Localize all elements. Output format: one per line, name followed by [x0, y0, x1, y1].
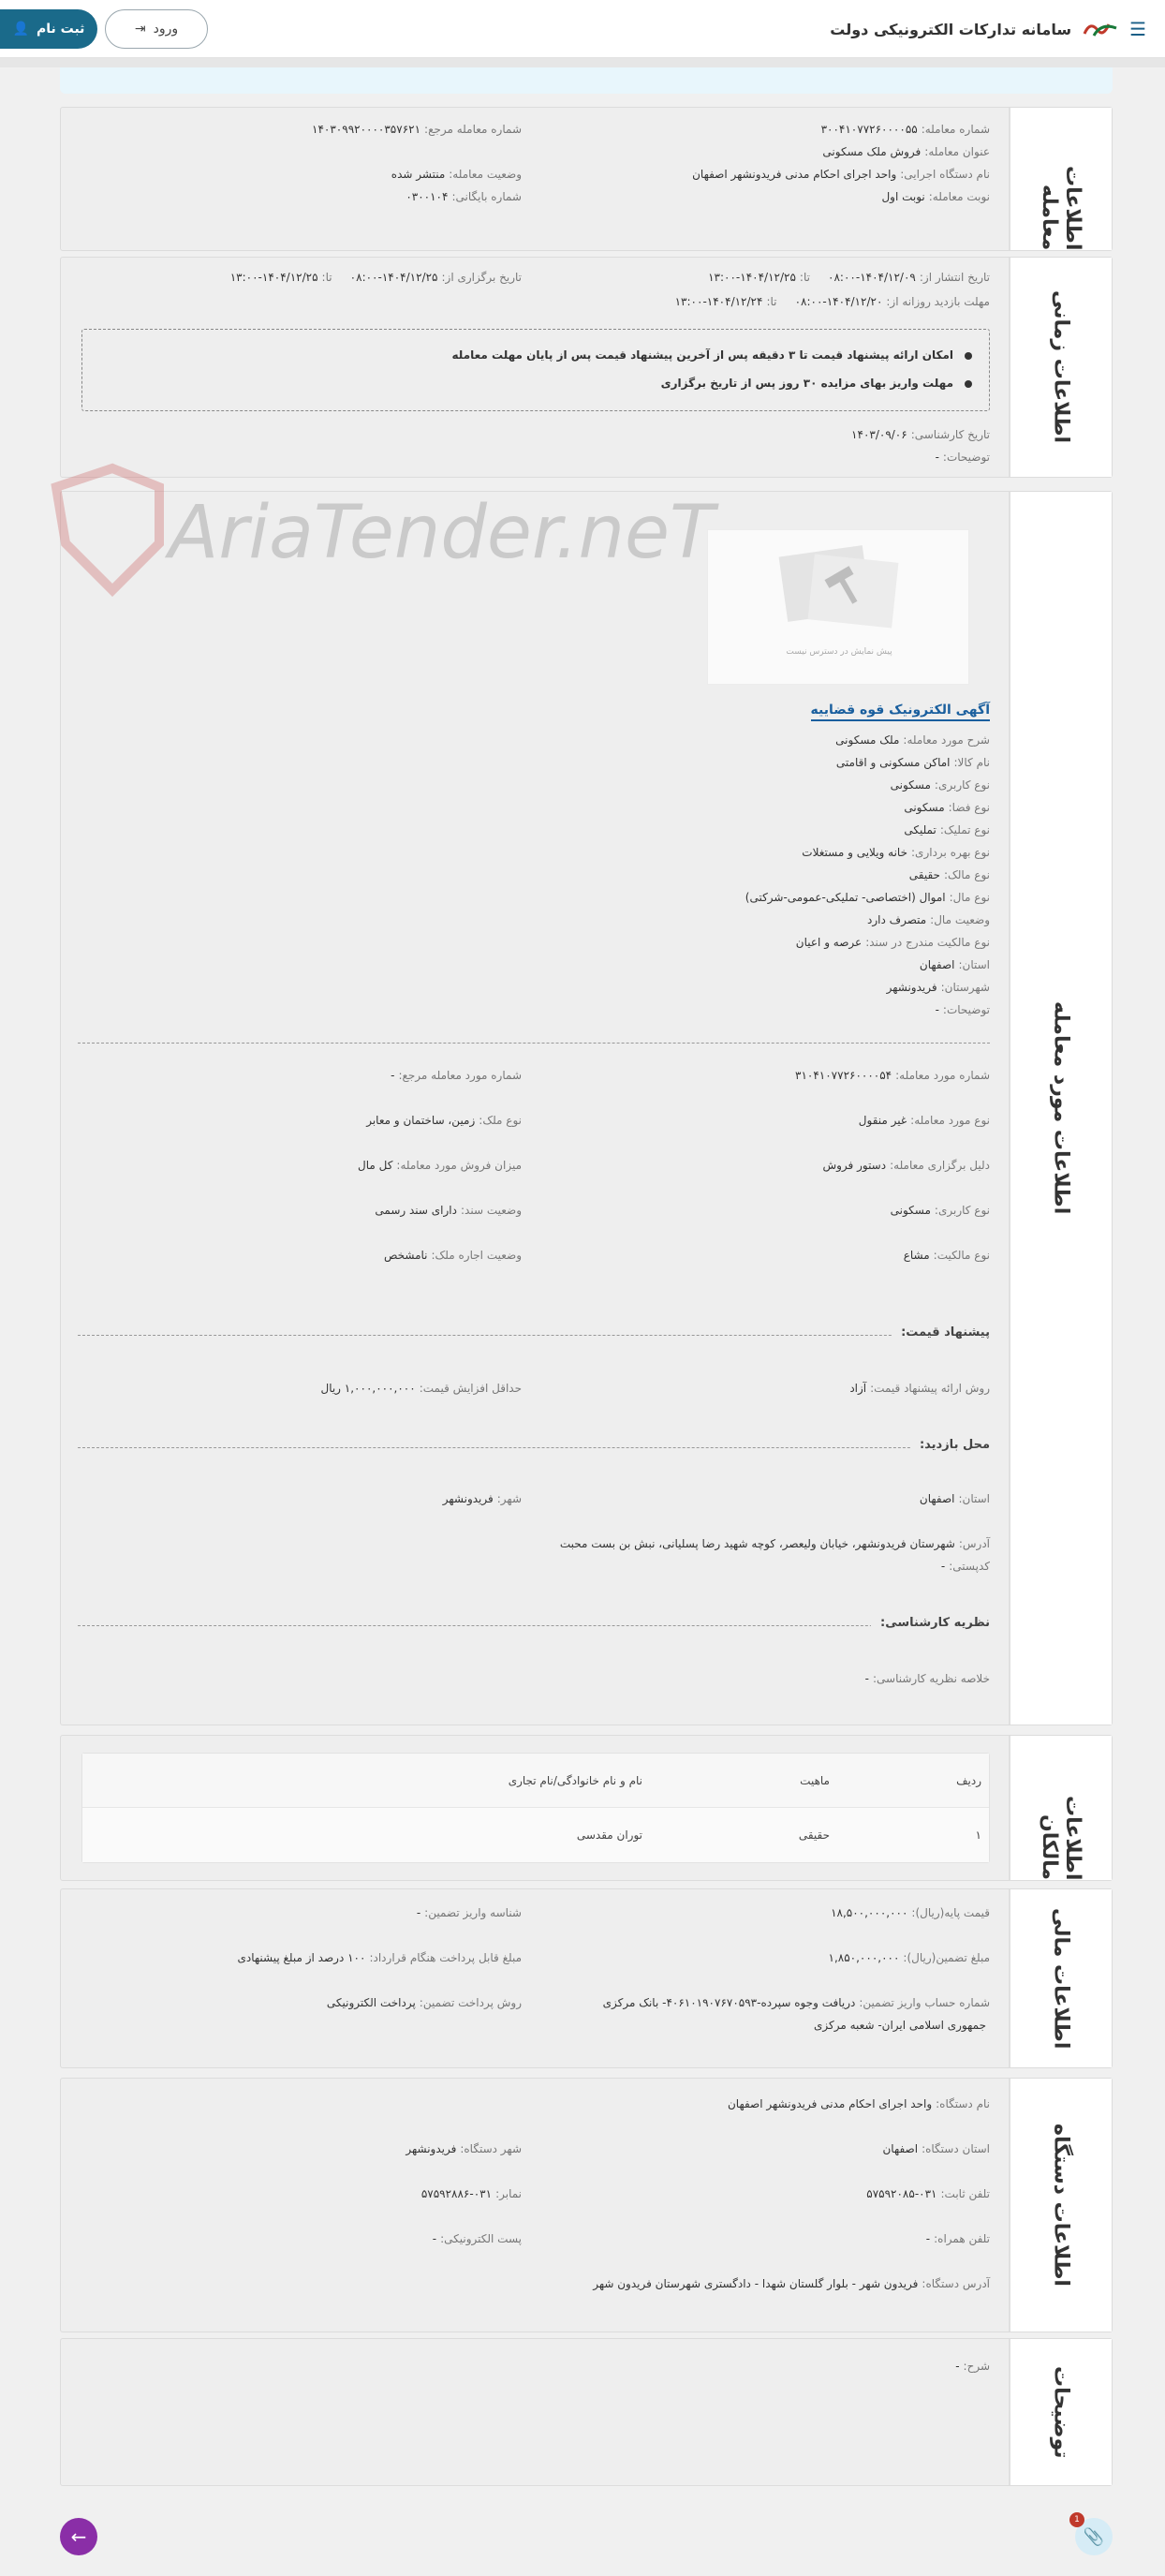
svg-text:AriaTender.neT: AriaTender.neT: [169, 491, 715, 575]
ad-title-link[interactable]: آگهی الکترونیک قوه قضاییه: [811, 703, 991, 721]
section-title: اطلاعات دستگاه: [1009, 2079, 1112, 2332]
cell-row: ۱: [975, 1828, 981, 1842]
site-title: سامانه تدارکات الکترونیکی دولت: [830, 20, 1072, 38]
svg-text:پیش نمایش در دسترس نیست: پیش نمایش در دسترس نیست: [786, 647, 892, 657]
col-nature: ماهیت: [800, 1774, 830, 1787]
item-info-section: [60, 491, 1113, 1725]
item-property: شهرستان:فریدونشهر: [886, 981, 990, 994]
visit-heading: محل بازدید:: [910, 1438, 990, 1452]
expert-date: تاریخ کارشناسی:۱۴۰۳/۰۹/۰۶: [851, 428, 990, 441]
item-property: وضعیت مال:متصرف دارد: [867, 913, 990, 926]
lease-status: وضعیت اجاره ملک:نامشخص: [383, 1249, 522, 1262]
deal-status: وضعیت معامله:منتشر شده: [391, 168, 522, 181]
expert-summary: خلاصه نظریه کارشناسی:-: [864, 1672, 990, 1685]
cell-name: توران مقدسی: [576, 1828, 642, 1842]
arrow-left-icon: ←: [70, 2525, 87, 2548]
account-number: شماره حساب واریز تضمین:دریافت وجوه سپرده-۴۰۶۱۰۱۹۰۷۶۷۰۵۹۳- بانک مرکزی: [602, 1996, 990, 2009]
price-heading: پیشنهاد قیمت:: [892, 1325, 990, 1340]
deal-turn: نوبت معامله:نوبت اول: [881, 190, 990, 203]
visit-province: استان:اصفهان: [919, 1492, 990, 1505]
archive-number: شماره بایگانی:۰۳۰۰۱۰۴: [406, 190, 522, 203]
agency-province: استان دستگاه:اصفهان: [882, 2142, 990, 2155]
back-button[interactable]: [60, 2518, 97, 2555]
payable-amount: مبلغ قابل پرداخت هنگام قرارداد:۱۰۰ درصد از مبلغ پیشنهادی: [237, 1951, 522, 1964]
item-property: نام کالا:اماکن مسکونی و اقامتی: [835, 756, 990, 769]
item-type: نوع مورد معامله:غیر منقول: [858, 1114, 990, 1127]
hold-date: تاریخ برگزاری از:۱۴۰۴/۱۲/۲۵-۰۸:۰۰ تا:۱۴۰۴/۱۲/۲۵-۱۳:۰۰: [229, 271, 522, 284]
notes-section: [60, 2338, 1113, 2486]
section-title: اطلاعات مالکان: [1009, 1736, 1112, 1880]
sub-bar: [0, 58, 1165, 67]
payment-method: روش پرداخت تضمین:پرداخت الکترونیکی: [326, 1996, 522, 2009]
item-property: توضیحات:-: [935, 1003, 990, 1016]
top-bar: [0, 0, 1165, 58]
menu-icon[interactable]: ☰: [1129, 18, 1146, 40]
agency-fax: نمابر:۰۳۱-۵۷۵۹۲۸۸۶: [420, 2187, 522, 2200]
deal-info-section: [60, 107, 1113, 251]
table-row: [82, 1808, 989, 1862]
login-button[interactable]: [105, 9, 208, 49]
item-usage: نوع کاربری:مسکونی: [890, 1204, 990, 1217]
ref-number: شماره معامله مرجع:۱۴۰۳۰۹۹۲۰۰۰۰۳۵۷۶۲۱: [312, 123, 522, 136]
expert-heading: نظریه کارشناسی:: [871, 1616, 990, 1630]
visit-address: آدرس:شهرستان فریدونشهر، خیابان ولیعصر، کوچه شهید رضا پسلیانی، نبش بن بست محبت: [559, 1537, 990, 1550]
section-title: اطلاعات معامله: [1009, 108, 1112, 250]
agency-name-field: نام دستگاه:واحد اجرای احکام مدنی فریدونشهر اصفهان: [727, 2097, 990, 2110]
brand: [830, 17, 1146, 41]
login-label: ورود: [153, 22, 179, 37]
item-property: نوع فضا:مسکونی: [904, 801, 990, 814]
agency-name: نام دستگاه اجرایی:واحد اجرای احکام مدنی فریدونشهر اصفهان: [692, 168, 990, 181]
notes-description: شرح:-: [955, 2360, 990, 2373]
deal-subject: عنوان معامله:فروش ملک مسکونی: [822, 145, 990, 158]
watermark-logo: [47, 468, 715, 600]
base-price: قیمت پایه(ریال):۱۸,۵۰۰,۰۰۰,۰۰۰: [831, 1906, 990, 1919]
ownership-type: نوع مالکیت:مشاع: [903, 1249, 990, 1262]
setad-logo[interactable]: [1081, 17, 1120, 41]
register-label: ثبت نام: [36, 22, 85, 37]
section-title: اطلاعات مورد معامله: [1009, 492, 1112, 1725]
agency-address: آدرس دستگاه:فریدون شهر - بلوار گلستان شهدا - دادگستری شهرستان فریدون شهر: [593, 2277, 990, 2290]
note-item: امکان ارائه پیشنهاد قیمت تا ۳ دقیقه پس از آخرین پیشنهاد قیمت پس از پایان مهلت معامله: [452, 348, 972, 362]
add-user-icon: 👤: [12, 22, 29, 37]
item-property: نوع کاربری:مسکونی: [890, 778, 990, 792]
item-property: استان:اصفهان: [919, 958, 990, 971]
price-method: روش ارائه پیشنهاد قیمت:آزاد: [849, 1382, 990, 1395]
agency-section: [60, 2078, 1113, 2332]
info-strip: [60, 67, 1113, 94]
section-title: اطلاعات مالی: [1009, 1889, 1112, 2067]
table-header: [82, 1754, 989, 1808]
visit-date: مهلت بازدید روزانه از:۱۴۰۴/۱۲/۲۰-۰۸:۰۰ تا:۱۴۰۴/۱۲/۲۴-۱۳:۰۰: [674, 295, 990, 308]
time-description: توضیحات:-: [935, 451, 990, 464]
hold-reason: دلیل برگزاری معامله:دستور فروش: [822, 1159, 990, 1172]
attachment-count-badge: 1: [1069, 2512, 1084, 2527]
agency-phone: تلفن ثابت:۰۳۱-۵۷۵۹۲۰۸۵: [866, 2187, 990, 2200]
deal-number: شماره معامله:۳۰۰۴۱۰۷۷۲۶۰۰۰۰۵۵: [820, 123, 990, 136]
visit-postal: کدپستی:-: [940, 1560, 990, 1573]
sale-amount: میزان فروش مورد معامله:کل مال: [358, 1159, 522, 1172]
col-row: ردیف: [956, 1774, 981, 1787]
item-ref-number: شماره مورد معامله مرجع:-: [391, 1069, 522, 1082]
doc-status: وضعیت سند:دارای سند رسمی: [375, 1204, 522, 1217]
section-title: توضیحات: [1009, 2339, 1112, 2485]
item-number: شماره مورد معامله:۳۱۰۴۱۰۷۷۲۶۰۰۰۰۵۴: [795, 1069, 990, 1082]
deposit-id: شناسه واریز تضمین:-: [416, 1906, 522, 1919]
time-info-section: [60, 257, 1113, 478]
account-bank: جمهوری اسلامی ایران- شعبه مرکزی: [814, 2019, 986, 2032]
agency-mobile: تلفن همراه:-: [925, 2232, 990, 2245]
item-property: نوع مال:اموال (اختصاصی- تملیکی-عمومی-شرکتی): [745, 891, 990, 904]
guarantee-amount: مبلغ تضمین(ریال):۱,۸۵۰,۰۰۰,۰۰۰: [828, 1951, 990, 1964]
cell-nature: حقیقی: [798, 1828, 830, 1842]
min-increase: حداقل افزایش قیمت:۱,۰۰۰,۰۰۰,۰۰۰ ریال: [320, 1382, 522, 1395]
item-property: شرح مورد معامله:ملک مسکونی: [835, 733, 990, 747]
register-button[interactable]: [0, 9, 97, 49]
item-property: نوع بهره برداری:خانه ویلایی و مستغلات: [802, 846, 990, 859]
agency-email: پست الکترونیکی:-: [432, 2232, 522, 2245]
publish-date: تاریخ انتشار از:۱۴۰۴/۱۲/۰۹-۰۸:۰۰ تا:۱۴۰۴/۱۲/۲۵-۱۳:۰۰: [708, 271, 990, 284]
item-property: نوع تملیک:تملیکی: [904, 823, 990, 836]
section-title: اطلاعات زمانی: [1009, 258, 1112, 477]
agency-city: شهر دستگاه:فریدونشهر: [406, 2142, 522, 2155]
owners-section: [60, 1735, 1113, 1881]
financial-section: [60, 1888, 1113, 2068]
paperclip-icon: 📎: [1083, 2526, 1105, 2547]
login-icon: ⇥: [134, 22, 146, 37]
property-type: نوع ملک:زمین، ساختمان و معابر: [366, 1114, 522, 1127]
note-item: مهلت واریز بهای مزایده ۳۰ روز پس از تاریخ برگزاری: [661, 377, 972, 390]
visit-city: شهر:فریدونشهر: [442, 1492, 522, 1505]
owners-table: [81, 1753, 990, 1863]
item-property: نوع مالک:حقیقی: [908, 868, 990, 881]
col-name: نام و نام خانوادگی/نام تجاری: [508, 1774, 642, 1787]
item-property: نوع مالکیت مندرج در سند:عرصه و اعیان: [795, 936, 990, 949]
